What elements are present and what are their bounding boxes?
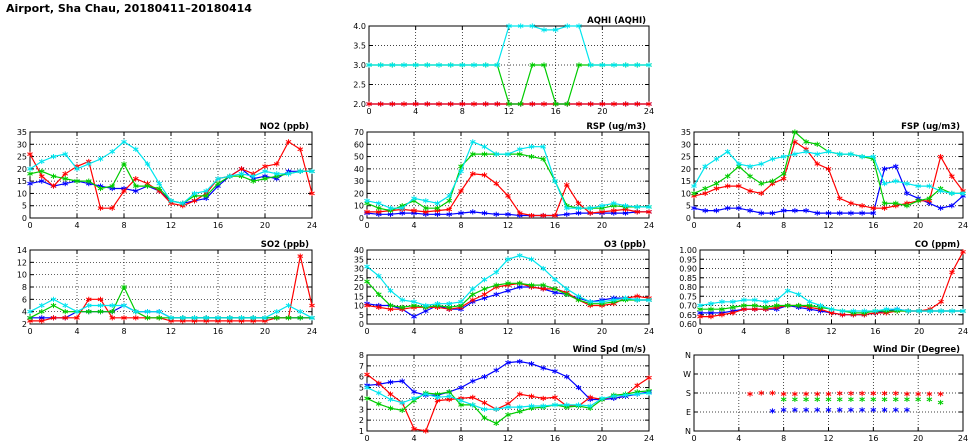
svg-text:8: 8 (358, 351, 364, 360)
svg-text:10: 10 (680, 189, 691, 199)
svg-text:5: 5 (685, 201, 691, 211)
chart-panel-co (672, 238, 969, 338)
chart-panel-o3 (345, 238, 655, 338)
svg-text:0: 0 (364, 221, 370, 230)
svg-text:4: 4 (21, 307, 27, 317)
svg-text:4: 4 (74, 221, 80, 230)
svg-text:16: 16 (549, 327, 561, 336)
svg-text:0: 0 (27, 221, 33, 230)
svg-text:10: 10 (353, 201, 364, 211)
svg-text:10: 10 (353, 301, 364, 311)
svg-text:8: 8 (458, 221, 464, 230)
svg-text:24: 24 (306, 327, 318, 336)
svg-text:E: E (685, 408, 691, 417)
svg-text:0: 0 (366, 107, 372, 116)
svg-text:N: N (685, 427, 691, 436)
svg-text:4: 4 (736, 221, 742, 230)
svg-text:25: 25 (680, 152, 691, 162)
svg-text:30: 30 (680, 140, 691, 150)
svg-text:0: 0 (691, 221, 697, 230)
svg-text:0: 0 (685, 214, 691, 223)
svg-text:AQHI (AQHI): AQHI (AQHI) (587, 16, 646, 26)
svg-text:6: 6 (21, 295, 27, 305)
svg-text:0: 0 (697, 327, 703, 336)
svg-text:4: 4 (736, 434, 742, 443)
svg-text:4: 4 (741, 327, 747, 336)
chart-panel-so2 (8, 238, 318, 338)
svg-text:25: 25 (16, 152, 27, 162)
svg-text:15: 15 (16, 177, 27, 187)
svg-text:4: 4 (74, 327, 80, 336)
svg-text:24: 24 (957, 327, 969, 336)
svg-text:0.65: 0.65 (679, 310, 697, 320)
svg-text:24: 24 (643, 221, 655, 230)
svg-text:1.00: 1.00 (679, 246, 697, 255)
svg-text:12: 12 (502, 434, 514, 443)
svg-text:4: 4 (411, 221, 417, 230)
svg-text:4: 4 (411, 327, 417, 336)
chart-panel-rsp (345, 120, 655, 232)
svg-text:35: 35 (353, 255, 364, 265)
svg-text:0: 0 (691, 434, 697, 443)
svg-text:40: 40 (353, 246, 364, 255)
svg-text:16: 16 (868, 434, 879, 443)
svg-text:0.70: 0.70 (679, 301, 697, 311)
svg-text:1: 1 (358, 427, 364, 436)
svg-text:20: 20 (353, 283, 364, 292)
svg-text:20: 20 (596, 327, 608, 336)
svg-text:8: 8 (785, 327, 791, 336)
svg-text:20: 20 (914, 327, 925, 336)
svg-text:8: 8 (21, 283, 27, 292)
svg-text:40: 40 (353, 164, 364, 174)
svg-text:16: 16 (868, 221, 879, 230)
page-title: Airport, Sha Chau, 20180411–20180414 (6, 2, 252, 15)
svg-text:FSP (ug/m3): FSP (ug/m3) (901, 122, 960, 132)
svg-text:20: 20 (596, 434, 608, 443)
svg-text:16: 16 (212, 327, 224, 336)
chart-panel-aqhi (345, 14, 655, 118)
svg-text:15: 15 (680, 177, 691, 187)
chart-panel-fsp (672, 120, 969, 232)
svg-text:RSP (ug/m3): RSP (ug/m3) (586, 122, 646, 132)
svg-text:16: 16 (870, 327, 881, 336)
svg-text:24: 24 (957, 221, 969, 230)
svg-text:O3 (ppb): O3 (ppb) (603, 240, 646, 250)
svg-text:0: 0 (21, 214, 27, 223)
svg-text:12: 12 (165, 221, 177, 230)
svg-text:24: 24 (643, 107, 655, 116)
svg-text:2: 2 (358, 416, 364, 426)
svg-text:24: 24 (643, 434, 655, 443)
svg-text:30: 30 (353, 177, 364, 187)
svg-text:12: 12 (823, 434, 834, 443)
svg-text:16: 16 (550, 107, 561, 116)
svg-text:12: 12 (502, 327, 514, 336)
svg-text:8: 8 (781, 221, 787, 230)
svg-text:10: 10 (16, 189, 27, 199)
svg-text:16: 16 (549, 221, 561, 230)
svg-text:60: 60 (353, 140, 364, 150)
svg-text:20: 20 (259, 221, 271, 230)
svg-text:24: 24 (306, 221, 318, 230)
svg-text:0: 0 (364, 327, 370, 336)
svg-text:SO2 (ppb): SO2 (ppb) (260, 240, 309, 250)
svg-text:8: 8 (458, 434, 464, 443)
svg-text:14: 14 (16, 246, 27, 255)
svg-text:S: S (685, 389, 691, 398)
svg-text:0.60: 0.60 (679, 320, 697, 329)
svg-text:6: 6 (358, 372, 364, 382)
svg-text:50: 50 (353, 152, 364, 162)
svg-text:0.80: 0.80 (679, 283, 697, 292)
svg-text:W: W (683, 370, 691, 379)
svg-text:4.0: 4.0 (353, 22, 366, 31)
chart-panel-wind-speed (345, 343, 655, 445)
svg-text:3.0: 3.0 (353, 61, 366, 70)
svg-text:4: 4 (411, 434, 417, 443)
svg-text:15: 15 (353, 292, 364, 302)
svg-text:3: 3 (358, 405, 364, 415)
svg-text:4: 4 (413, 107, 419, 116)
svg-text:8: 8 (121, 327, 127, 336)
svg-text:CO (ppm): CO (ppm) (914, 240, 960, 250)
chart-panel-wind-direction (672, 343, 969, 445)
svg-text:20: 20 (680, 164, 691, 174)
svg-text:16: 16 (212, 221, 224, 230)
svg-text:12: 12 (823, 221, 834, 230)
svg-text:30: 30 (16, 140, 27, 150)
svg-text:20: 20 (353, 189, 364, 199)
svg-text:3.5: 3.5 (353, 41, 366, 51)
svg-text:8: 8 (459, 107, 465, 116)
svg-text:12: 12 (165, 327, 177, 336)
svg-text:12: 12 (503, 107, 515, 116)
svg-text:20: 20 (597, 107, 608, 116)
svg-text:NO2 (ppb): NO2 (ppb) (259, 122, 309, 132)
svg-text:20: 20 (16, 164, 27, 174)
svg-text:Wind Dir (Degree): Wind Dir (Degree) (873, 345, 960, 355)
svg-text:N: N (685, 351, 691, 360)
svg-text:24: 24 (957, 434, 969, 443)
svg-text:12: 12 (826, 327, 837, 336)
svg-text:0: 0 (27, 327, 33, 336)
svg-text:2.0: 2.0 (353, 100, 366, 109)
svg-text:12: 12 (16, 258, 27, 268)
svg-text:30: 30 (353, 264, 364, 274)
svg-text:5: 5 (21, 201, 27, 211)
svg-text:20: 20 (259, 327, 271, 336)
svg-text:35: 35 (16, 128, 27, 137)
svg-text:16: 16 (549, 434, 561, 443)
svg-text:8: 8 (781, 434, 787, 443)
svg-text:20: 20 (596, 221, 608, 230)
svg-text:2: 2 (21, 320, 27, 329)
svg-text:Wind Spd (m/s): Wind Spd (m/s) (572, 345, 646, 355)
svg-text:0.90: 0.90 (679, 264, 697, 274)
svg-text:20: 20 (913, 434, 924, 443)
svg-text:5: 5 (358, 383, 364, 393)
svg-text:4: 4 (358, 394, 364, 404)
svg-text:2.5: 2.5 (353, 80, 366, 90)
chart-panel-no2 (8, 120, 318, 232)
svg-text:8: 8 (121, 221, 127, 230)
svg-text:70: 70 (353, 128, 364, 137)
svg-text:0.85: 0.85 (679, 273, 697, 283)
svg-text:5: 5 (358, 310, 364, 320)
svg-text:0.95: 0.95 (679, 255, 697, 265)
svg-text:24: 24 (643, 327, 655, 336)
svg-text:0: 0 (364, 434, 370, 443)
svg-text:10: 10 (16, 270, 27, 280)
svg-text:20: 20 (913, 221, 924, 230)
svg-text:0: 0 (358, 214, 364, 223)
svg-text:7: 7 (358, 361, 364, 371)
svg-text:35: 35 (680, 128, 691, 137)
svg-text:8: 8 (458, 327, 464, 336)
svg-text:25: 25 (353, 273, 364, 283)
svg-text:0: 0 (358, 320, 364, 329)
svg-text:12: 12 (502, 221, 514, 230)
svg-text:0.75: 0.75 (679, 292, 697, 302)
